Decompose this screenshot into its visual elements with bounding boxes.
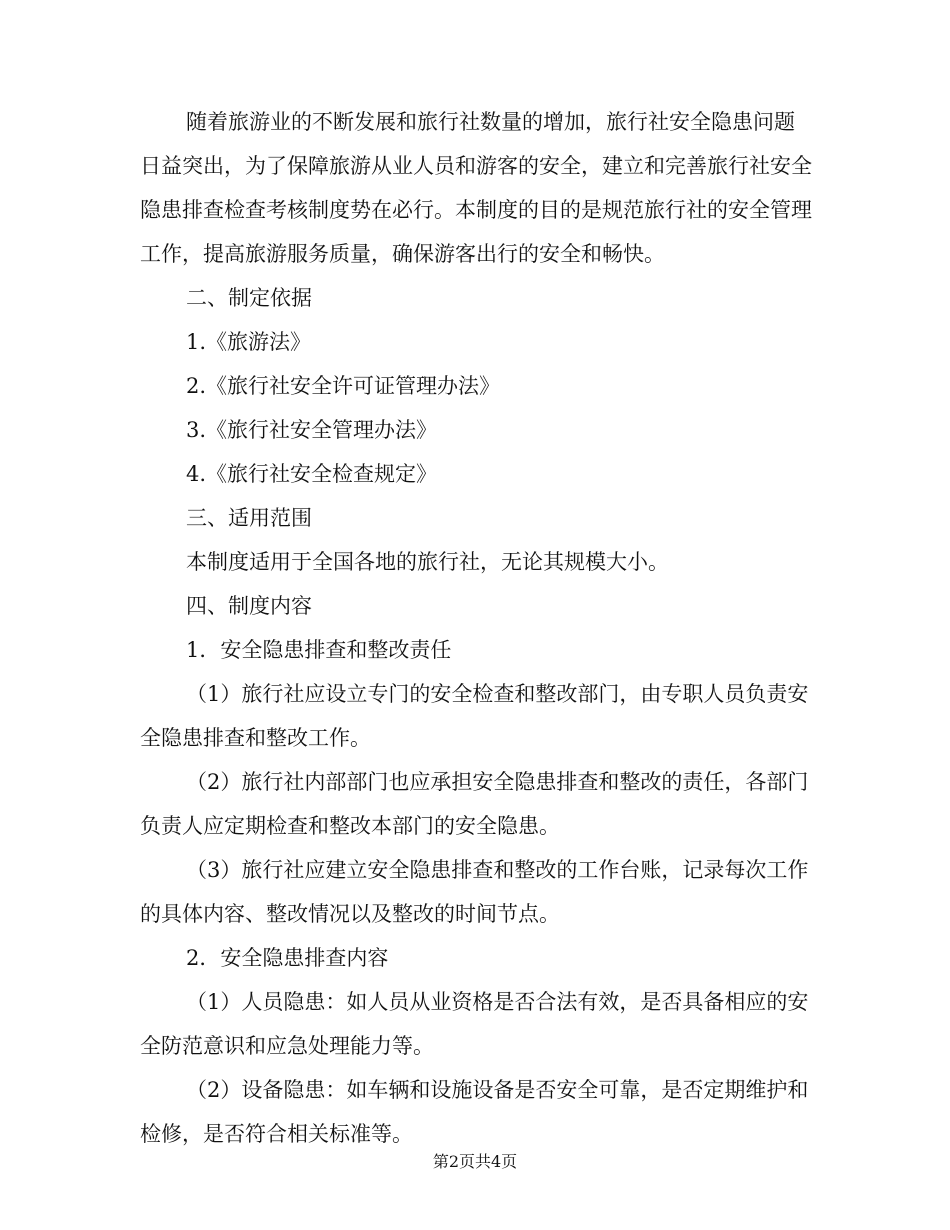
inspection-item-1: （1）人员隐患：如人员从业资格是否合法有效，是否具备相应的安全防范意识和应急处理能力等。 (140, 990, 809, 1058)
subsection-heading-inspection: 2．安全隐患排查内容 (186, 946, 389, 970)
section-heading-basis: 二、制定依据 (186, 286, 312, 310)
inspection-item-2: （2）设备隐患：如车辆和设施设备是否安全可靠，是否定期维护和检修，是否符合相关标准等。 (140, 1078, 809, 1146)
subsection-heading-responsibility: 1．安全隐患排查和整改责任 (186, 638, 452, 662)
document-body (140, 100, 812, 1156)
intro-paragraph: 随着旅游业的不断发展和旅行社数量的增加，旅行社安全隐患问题日益突出，为了保障旅游从业人员和游客的安全，建立和完善旅行社安全隐患排查检查考核制度势在必行。本制度的目的是规范旅行社的安全管理工作，提高旅游服务质量，确保游客出行的安全和畅快。 (140, 110, 812, 266)
responsibility-item-3: （3）旅行社应建立安全隐患排查和整改的工作台账，记录每次工作的具体内容、整改情况以及整改的时间节点。 (140, 858, 809, 926)
page-number: 第2页共4页 (432, 1152, 518, 1171)
responsibility-item-1: （1）旅行社应设立专门的安全检查和整改部门，由专职人员负责安全隐患排查和整改工作。 (140, 682, 809, 750)
section-heading-scope: 三、适用范围 (186, 506, 312, 530)
section-heading-content: 四、制度内容 (186, 594, 312, 618)
scope-paragraph: 本制度适用于全国各地的旅行社，无论其规模大小。 (186, 550, 669, 574)
responsibility-item-2: （2）旅行社内部部门也应承担安全隐患排查和整改的责任，各部门负责人应定期检查和整改本部门的安全隐患。 (140, 770, 809, 838)
basis-item-2: 2.《旅行社安全许可证管理办法》 (186, 374, 501, 398)
basis-item-4: 4.《旅行社安全检查规定》 (186, 462, 438, 486)
basis-item-1: 1.《旅游法》 (186, 330, 312, 354)
basis-item-3: 3.《旅行社安全管理办法》 (186, 418, 438, 442)
